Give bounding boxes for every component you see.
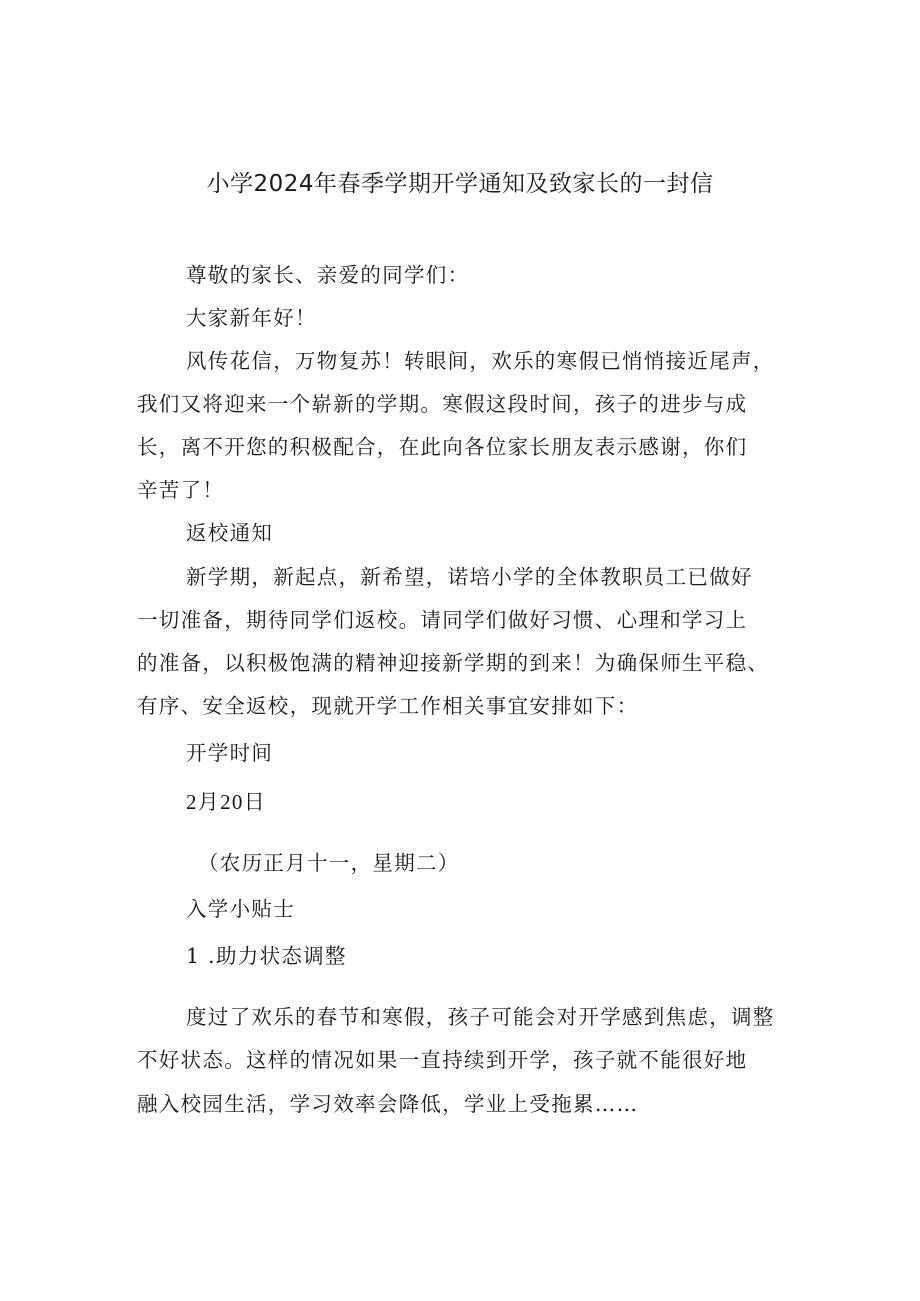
return-paragraph-line: 一切准备，期待同学们返校。请同学们做好习惯、心理和学习上	[137, 608, 748, 632]
intro-paragraph-line: 辛苦了！	[137, 478, 225, 502]
start-date: 2月20日	[186, 790, 266, 814]
document-title: 小学2024年春季学期开学通知及致家长的一封信	[206, 171, 714, 197]
intro-paragraph-line: 长，离不开您的积极配合，在此向各位家长朋友表示感谢，你们	[137, 435, 748, 459]
return-paragraph-line: 有序、安全返校，现就开学工作相关事宜安排如下：	[137, 694, 639, 718]
return-paragraph-line: 新学期，新起点，新希望，诺培小学的全体教职员工已做好	[186, 565, 753, 589]
intro-paragraph-line: 风传花信，万物复苏！转眼间，欢乐的寒假已悄悄接近尾声，	[186, 349, 775, 373]
tip-1-paragraph-line: 不好状态。这样的情况如果一直持续到开学，孩子就不能很好地	[137, 1048, 748, 1072]
tip-1-paragraph-line: 融入校园生活，学习效率会降低，学业上受拖累……	[137, 1092, 639, 1116]
intro-paragraph-line: 我们又将迎来一个崭新的学期。寒假这段时间，孩子的进步与成	[137, 392, 748, 416]
tip-1-heading: 1 .助力状态调整	[186, 944, 347, 968]
section-heading-tips: 入学小贴士	[186, 897, 295, 921]
return-paragraph-line: 的准备，以积极饱满的精神迎接新学期的到来！为确保师生平稳、	[137, 651, 770, 675]
section-heading-start-time: 开学时间	[186, 741, 274, 765]
salutation: 尊敬的家长、亲爱的同学们：	[186, 263, 470, 287]
greeting: 大家新年好！	[186, 306, 317, 330]
tip-1-paragraph-line: 度过了欢乐的春节和寒假，孩子可能会对开学感到焦虑，调整	[186, 1005, 775, 1029]
lunar-date: （农历正月十一，星期二）	[198, 851, 460, 875]
section-heading-return: 返校通知	[186, 521, 274, 545]
